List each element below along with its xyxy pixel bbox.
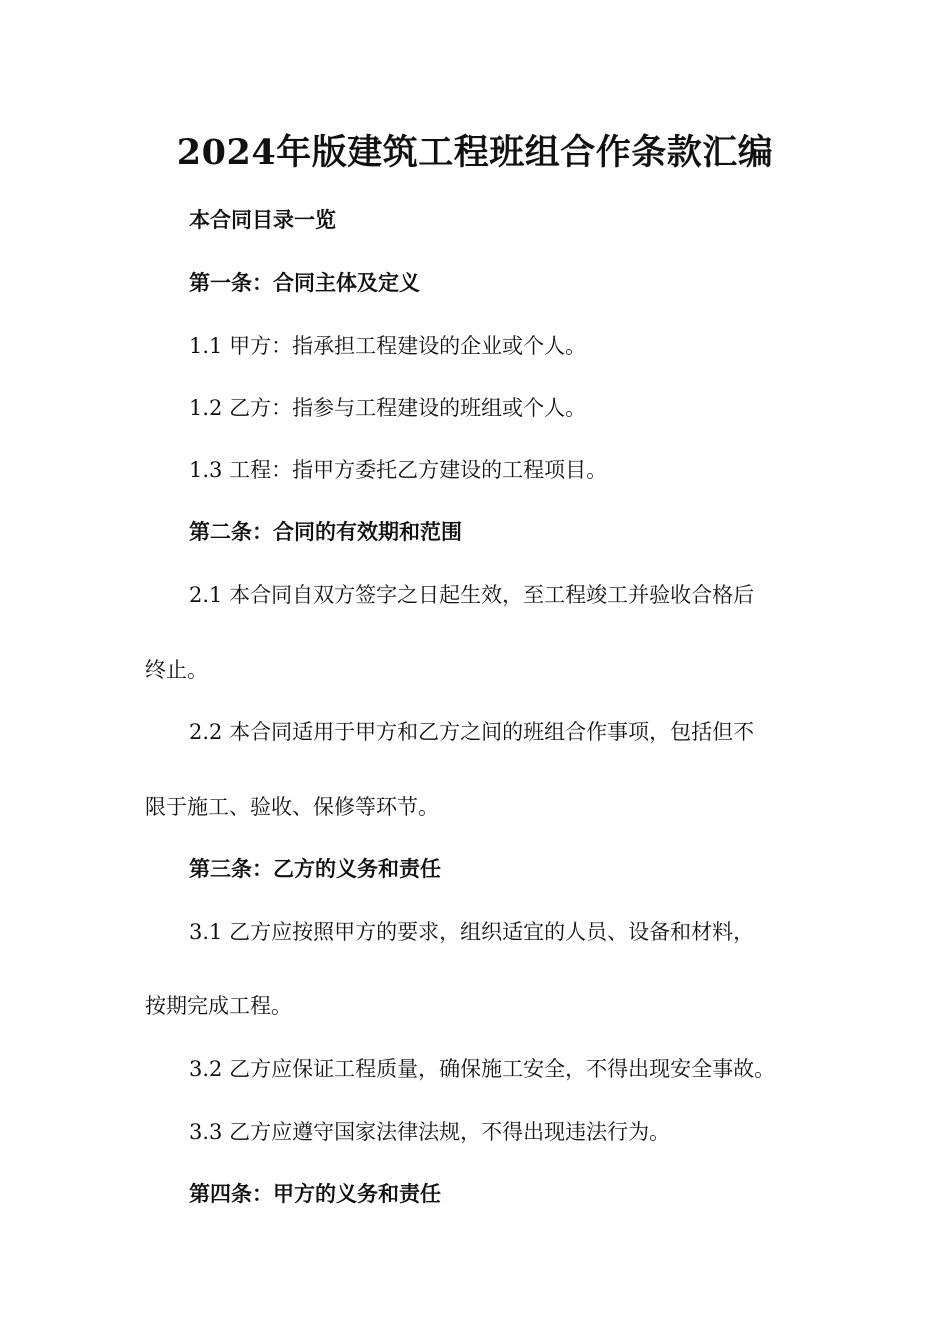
clause-text: 乙方应按照甲方的要求，组织适宜的人员、设备和材料， [229, 920, 755, 944]
clause-number: 3.2 [189, 1057, 223, 1081]
clause-number: 2.1 [189, 583, 223, 607]
toc-heading: 本合同目录一览 [189, 207, 336, 232]
clause-number: 1.2 [189, 396, 223, 420]
clause-continuation: 限于施工、验收、保修等环节。 [145, 795, 439, 819]
clause-number: 3.3 [189, 1120, 223, 1144]
clause [189, 1117, 670, 1147]
clause-text: 本合同适用于甲方和乙方之间的班组合作事项，包括但不 [229, 720, 755, 744]
section-heading: 第四条：甲方的义务和责任 [189, 1181, 441, 1206]
clause-continuation: 终止。 [145, 658, 208, 682]
clause-text: 乙方应遵守国家法律法规，不得出现违法行为。 [229, 1120, 671, 1144]
clause-text: 乙方应保证工程质量，确保施工安全，不得出现安全事故。 [229, 1057, 776, 1081]
clause-number: 2.2 [189, 720, 223, 744]
clause-text: 甲方：指承担工程建设的企业或个人。 [229, 334, 587, 358]
section-heading: 第一条：合同主体及定义 [189, 270, 420, 295]
clause-number: 3.1 [189, 920, 223, 944]
clause [189, 455, 607, 485]
clause [189, 393, 586, 423]
section-heading: 第三条：乙方的义务和责任 [189, 856, 441, 881]
clause-number: 1.1 [189, 334, 223, 358]
section-heading: 第二条：合同的有效期和范围 [189, 519, 462, 544]
clause [189, 917, 754, 947]
clause [189, 331, 586, 361]
clause [189, 580, 754, 610]
clause-text: 乙方：指参与工程建设的班组或个人。 [229, 396, 587, 420]
clause-continuation: 按期完成工程。 [145, 994, 292, 1018]
clause [189, 1054, 775, 1084]
document-title: 2024年版建筑工程班组合作条款汇编 [176, 132, 774, 173]
clause [189, 717, 754, 747]
clause-text: 工程：指甲方委托乙方建设的工程项目。 [229, 458, 608, 482]
clause-text: 本合同自双方签字之日起生效，至工程竣工并验收合格后 [229, 583, 755, 607]
clause-number: 1.3 [189, 458, 223, 482]
